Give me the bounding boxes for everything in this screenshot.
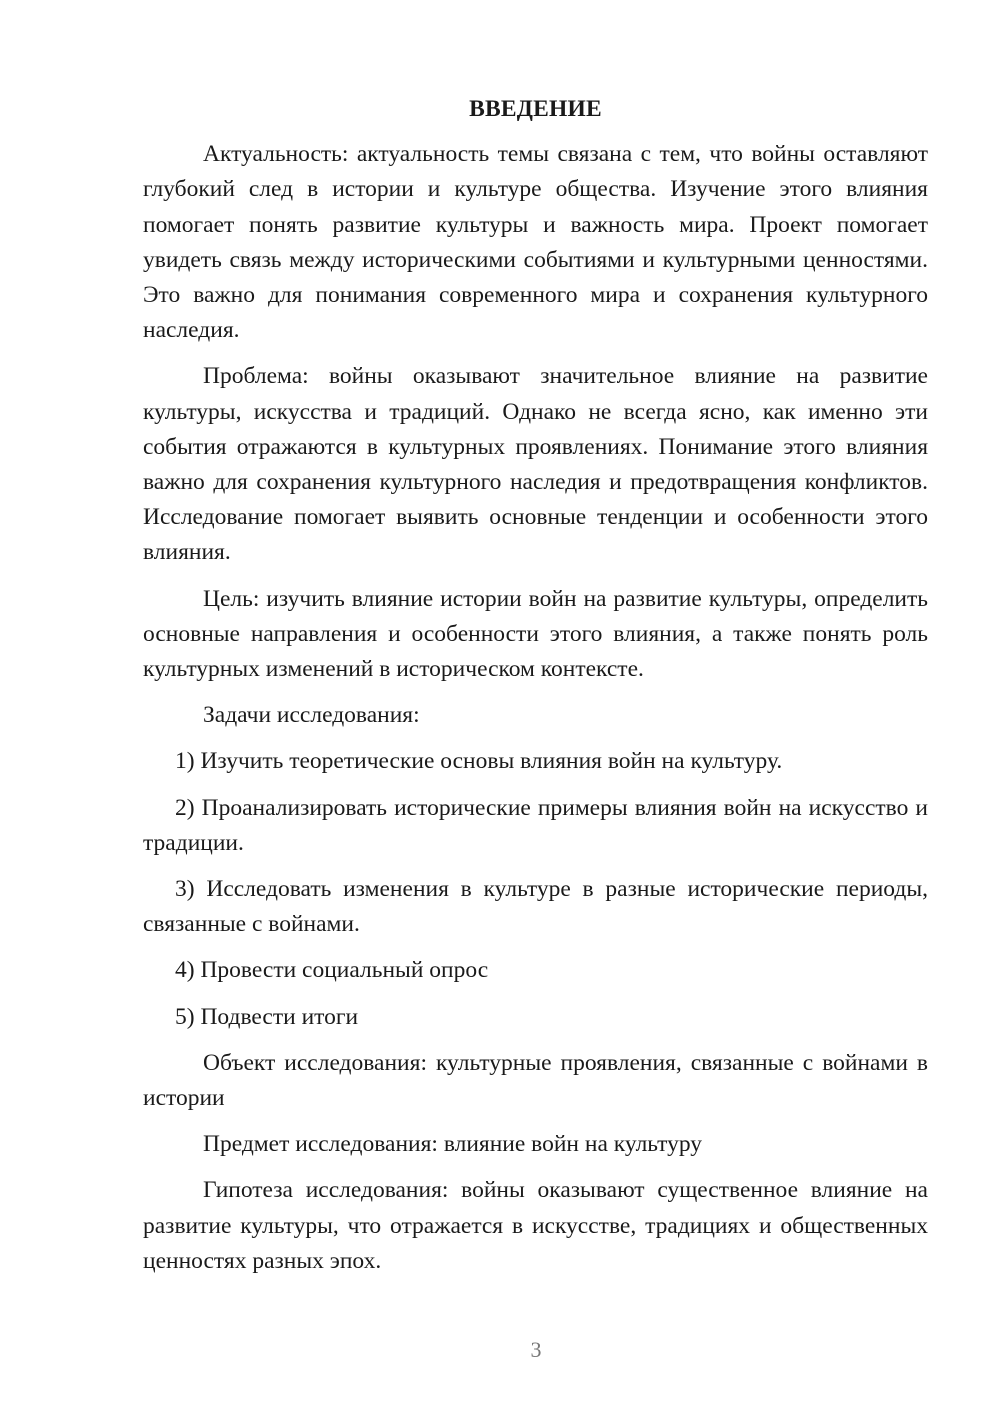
- research-object-paragraph: Объект исследования: культурные проявления, связанные с войнами в истории: [143, 1049, 928, 1112]
- relevance-paragraph: Актуальность: актуальность темы связана с тем, что войны оставляют глубокий след в истории и культуре общества. Изучение этого влияния помогает понять развитие культуры и важность мира. Проект помогает увидеть связь между историческими событиями и культурными ценностями. Это важно для понимания современного мира и сохранения культурного наследия.: [143, 141, 928, 344]
- page-title: ВВЕДЕНИЕ: [469, 96, 602, 122]
- research-subject-paragraph: Предмет исследования: влияние войн на культуру: [203, 1131, 703, 1158]
- page-body: [143, 92, 928, 1290]
- problem-paragraph: Проблема: войны оказывают значительное влияние на развитие культуры, искусства и традиций. Однако не всегда ясно, как именно эти события отражаются в культурных проявлениях. Понимание этого влияния важно для сохранения культурного наследия и предотвращения конфликтов. Исследование помогает выявить основные тенденции и особенности этого влияния.: [143, 363, 928, 566]
- hypothesis-paragraph: Гипотеза исследования: войны оказывают существенное влияние на развитие культуры, что отражается в искусстве, традициях и общественных ценностях разных эпох.: [143, 1177, 928, 1274]
- tasks-heading: Задачи исследования:: [203, 702, 420, 729]
- goal-paragraph: Цель: изучить влияние истории войн на развитие культуры, определить основные направления и особенности этого влияния, а также понять роль культурных изменений в историческом контексте.: [143, 585, 928, 683]
- task-item-5: 5) Подвести итоги: [175, 1003, 359, 1030]
- task-item-4: 4) Провести социальный опрос: [175, 957, 489, 984]
- page-number: 3: [530, 1337, 542, 1362]
- task-item-2: 2) Проанализировать исторические примеры влияния войн на искусство и традиции.: [143, 794, 928, 856]
- task-item-1: 1) Изучить теоретические основы влияния войн на культуру.: [175, 748, 783, 775]
- task-item-3: 3) Исследовать изменения в культуре в разные исторические периоды, связанные с войнами.: [143, 876, 928, 938]
